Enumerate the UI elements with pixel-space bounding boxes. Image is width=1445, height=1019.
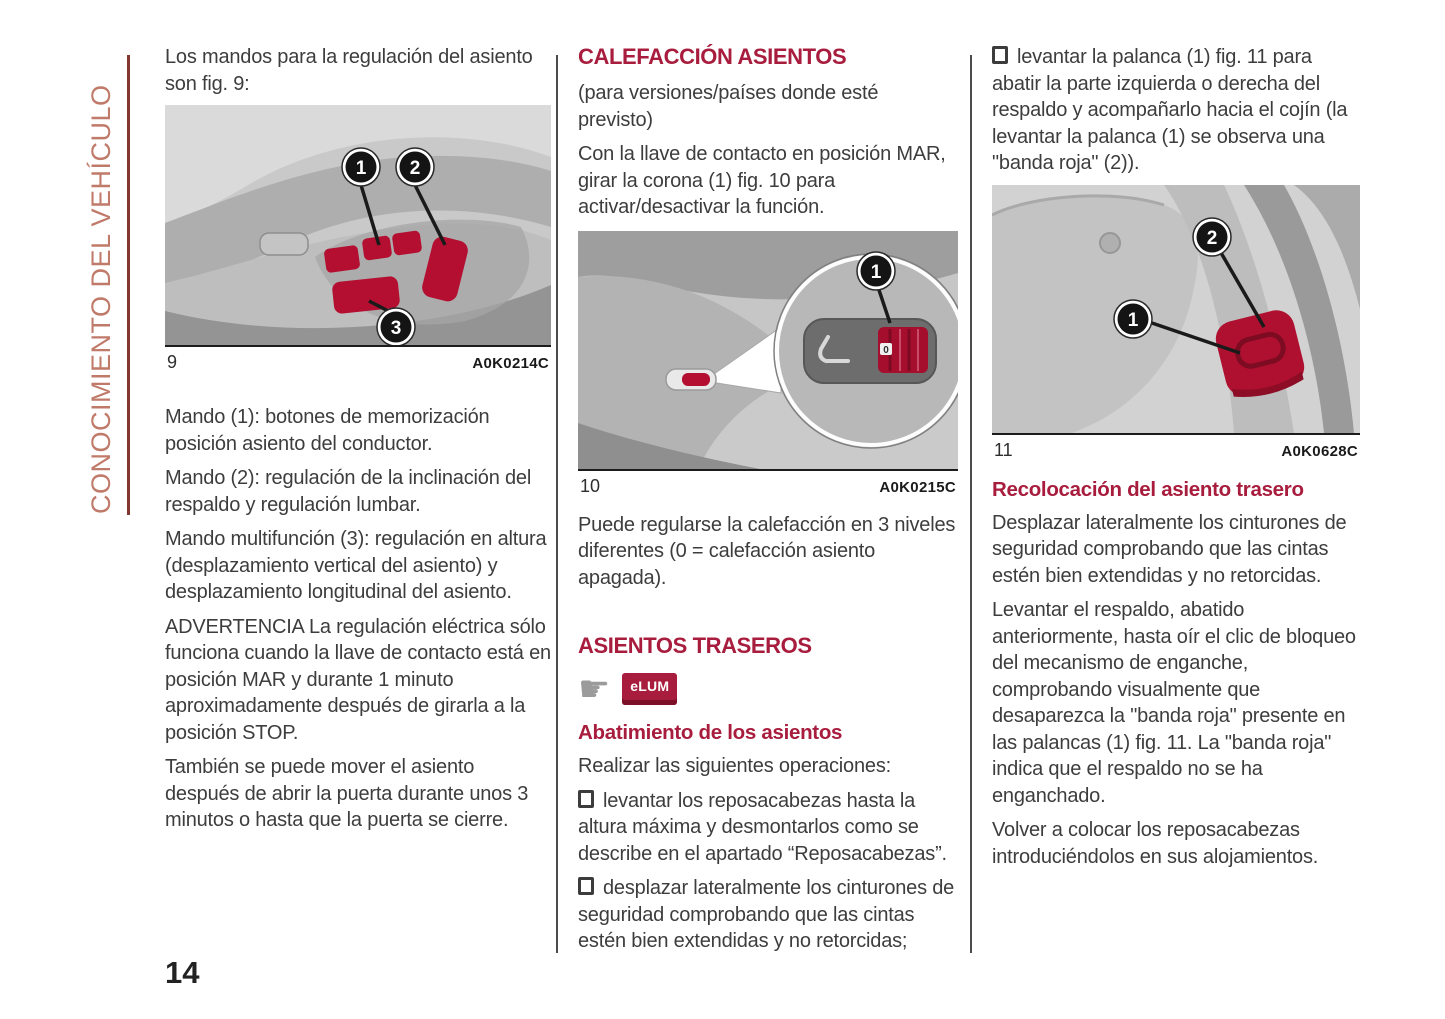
paragraph: Realizar las siguientes operaciones: xyxy=(578,755,891,777)
paragraph: Con la llave de contacto en posición MAR, girar la corona (1) fig. 10 para activar/desactivar la función. xyxy=(578,143,946,218)
callout-1 xyxy=(342,148,380,186)
warning-paragraph: ADVERTENCIA La regulación eléctrica sólo funciona cuando la llave de contacto está en posición MAR y durante 1 minuto aproximadamente después de girarla a la posición STOP. xyxy=(165,615,551,744)
bullet-square-icon xyxy=(992,46,1008,64)
page-number: 14 xyxy=(165,955,200,990)
elum-label: eLUM xyxy=(630,678,670,694)
rear-seat-lever-illustration xyxy=(992,185,1360,433)
chapter-title-vertical: CONOCIMIENTO DEL VEHÍCULO xyxy=(86,84,116,514)
intro-text: Los mandos para la regulación del asiento son fig. 9: xyxy=(165,46,533,95)
figure-code: A0K0214C xyxy=(472,355,549,372)
callout-1 xyxy=(1114,300,1152,338)
figure-9-image xyxy=(165,105,551,347)
paragraph: Desplazar lateralmente los cinturones de seguridad comprobando que las cintas estén bien extendidas y no retorcidas. xyxy=(992,511,1347,587)
svg-text:1: 1 xyxy=(1127,309,1139,331)
paragraph: También se puede mover el asiento después de abrir la puerta durante unos 3 minutos o hasta que la puerta se cierre. xyxy=(165,756,529,831)
figure-10-caption xyxy=(578,471,958,498)
bullet-text: levantar la palanca (1) fig. 11 para abatir la parte izquierda o derecha del respaldo y acompañarlo hacia el cojín (la levantar la palanca (1) se observa una "banda roja" (2)). xyxy=(992,46,1348,174)
column-3 xyxy=(992,44,1360,878)
pointing-hand-icon: ☛ xyxy=(578,668,611,709)
column-divider xyxy=(556,55,558,953)
paragraph: Mando (2): regulación de la inclinación del respaldo y regulación lumbar. xyxy=(165,467,532,516)
column-2 xyxy=(578,44,958,963)
bullet-square-icon xyxy=(578,790,594,808)
paragraph: Mando multifunción (3): regulación en altura (desplazamiento vertical del asiento) y desplazamiento longitudinal del asiento. xyxy=(165,528,547,603)
callout-2 xyxy=(396,148,434,186)
svg-text:2: 2 xyxy=(1206,227,1218,249)
figure-11-caption xyxy=(992,435,1360,462)
svg-text:1: 1 xyxy=(870,261,882,283)
elum-book-icon xyxy=(622,673,677,705)
figure-9-caption xyxy=(165,347,551,374)
bullet-square-icon xyxy=(578,877,594,895)
bullet-text: desplazar lateralmente los cinturones de seguridad comprobando que las cintas estén bien extendidas y no retorcidas; xyxy=(578,877,955,952)
figure-10-image xyxy=(578,231,958,471)
figure-10 xyxy=(578,231,958,498)
figure-number: 11 xyxy=(994,439,1013,460)
column-1 xyxy=(165,44,551,842)
spacer xyxy=(578,599,958,633)
svg-text:2: 2 xyxy=(409,157,421,179)
seat-heating-illustration xyxy=(578,231,958,469)
figure-number: 9 xyxy=(167,352,178,372)
reference-icons xyxy=(578,669,958,709)
paragraph: Puede regularse la calefacción en 3 niveles diferentes (0 = calefacción asiento apagada). xyxy=(578,513,956,589)
bullet-item xyxy=(578,875,958,955)
bullet-item xyxy=(578,788,958,868)
callout-1 xyxy=(857,252,895,290)
svg-text:1: 1 xyxy=(355,157,367,179)
seat-controls-illustration xyxy=(165,105,551,345)
column-divider xyxy=(970,55,972,953)
subheading-abatimiento: Abatimiento de los asientos xyxy=(578,721,843,744)
bullet-item xyxy=(992,44,1360,177)
svg-text:3: 3 xyxy=(390,317,402,339)
figure-number: 10 xyxy=(580,475,601,496)
figure-11-image xyxy=(992,185,1360,435)
figure-code: A0K0215C xyxy=(879,478,956,496)
callout-3 xyxy=(377,308,415,345)
paragraph: Levantar el respaldo, abatido anteriormente, hasta oír el clic de bloqueo del mecanismo de enganche, comprobando visualmente que desaparezca la "banda roja" presente en las palancas (1) fig. 11. La "banda roja" indica que el respaldo no se ha enganchado. xyxy=(992,599,1356,807)
chapter-rule xyxy=(127,55,130,515)
figure-11 xyxy=(992,185,1360,462)
section-heading-asientos-traseros: ASIENTOS TRASEROS xyxy=(578,633,812,658)
bullet-text: levantar los reposacabezas hasta la altura máxima y desmontarlos como se describe en el apartado “Reposacabezas”. xyxy=(578,789,947,865)
figure-9 xyxy=(165,105,551,374)
memory-buttons-control xyxy=(323,245,360,273)
paragraph: Mando (1): botones de memorización posición asiento del conductor. xyxy=(165,406,490,455)
subheading-recolocacion: Recolocación del asiento trasero xyxy=(992,477,1304,501)
paragraph: Volver a colocar los reposacabezas introduciéndolos en sus alojamientos. xyxy=(992,819,1319,868)
svg-text:0: 0 xyxy=(883,344,889,356)
section-heading-calefaccion: CALEFACCIÓN ASIENTOS xyxy=(578,44,847,69)
callout-2 xyxy=(1193,218,1231,256)
figure-code: A0K0628C xyxy=(1281,442,1358,460)
heating-thumbwheel xyxy=(878,327,928,373)
paragraph: (para versiones/países donde esté previsto) xyxy=(578,82,879,131)
